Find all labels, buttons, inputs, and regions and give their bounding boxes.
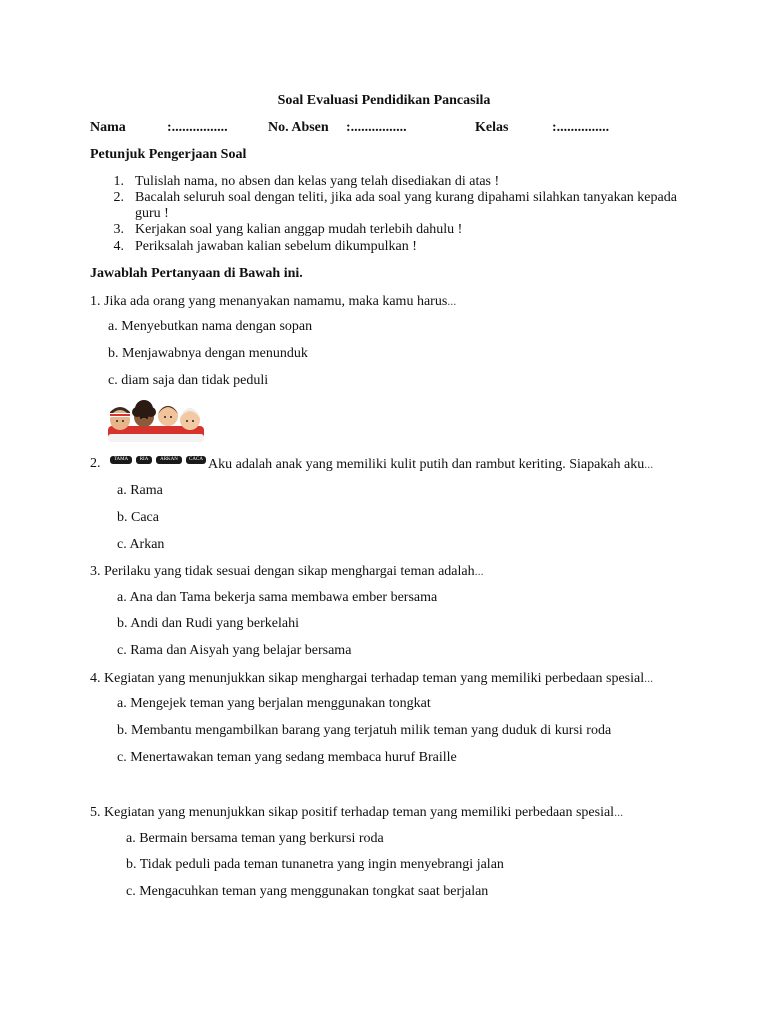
answer-option[interactable]: b. Andi dan Rudi yang berkelahi — [117, 616, 299, 631]
nama-label: Nama — [90, 120, 126, 135]
answer-option[interactable]: a. Bermain bersama teman yang berkursi roda — [126, 831, 384, 846]
question-text — [90, 804, 623, 821]
question-2-text: Aku adalah anak yang memiliki kulit putih dan rambut keriting. Siapakah aku — [208, 457, 645, 472]
kelas-label: Kelas — [475, 120, 509, 135]
question-ellipsis: ... — [644, 671, 654, 685]
question-1-text: 1. Jika ada orang yang menanyakan namamu, maka kamu harus — [90, 294, 448, 309]
answer-option[interactable]: b. Tidak peduli pada teman tunanetra yang ingin menyebrangi jalan — [126, 857, 504, 872]
question-text — [90, 563, 484, 580]
name-tag-arkan: ARKAN — [160, 457, 178, 462]
question-ellipsis: ... — [644, 457, 654, 471]
question-2-number: 2. — [90, 456, 101, 471]
question-text — [90, 670, 653, 687]
instruction-text: Kerjakan soal yang kalian anggap mudah terlebih dahulu ! — [135, 222, 463, 237]
name-tag-caca: CACA — [189, 457, 203, 462]
question-ellipsis: ... — [474, 564, 484, 578]
question-3-text: 3. Perilaku yang tidak sesuai dengan sikap menghargai teman adalah — [90, 564, 475, 579]
instruction-number: 3. — [113, 222, 124, 237]
children-illustration — [104, 400, 208, 466]
question-text — [90, 293, 456, 310]
instruction-number: 2. — [113, 190, 124, 205]
absen-label: No. Absen — [268, 120, 329, 135]
answer-option[interactable]: a. Mengejek teman yang berjalan menggunakan tongkat — [117, 696, 431, 711]
instruction-text: Periksalah jawaban kalian sebelum dikumpulkan ! — [135, 239, 417, 254]
absen-field: :................ — [346, 120, 407, 135]
answer-option[interactable]: b. Caca — [117, 510, 159, 525]
answer-option[interactable]: b. Membantu mengambilkan barang yang terjatuh milik teman yang duduk di kursi roda — [117, 723, 612, 738]
instruction-text: Tulislah nama, no absen dan kelas yang telah disediakan di atas ! — [135, 174, 500, 189]
answer-option[interactable]: a. Menyebutkan nama dengan sopan — [108, 319, 313, 334]
name-tag-ria: RIA — [139, 457, 149, 462]
answer-option[interactable]: a. Rama — [117, 483, 163, 498]
questions-heading: Jawablah Pertanyaan di Bawah ini. — [90, 266, 303, 281]
question-ellipsis: ... — [614, 805, 624, 819]
instruction-number: 1. — [113, 174, 124, 189]
instruction-number: 4. — [113, 239, 124, 254]
page-title: Soal Evaluasi Pendidikan Pancasila — [277, 93, 491, 108]
answer-option[interactable]: c. Arkan — [117, 537, 165, 552]
question-4-text: 4. Kegiatan yang menunjukkan sikap menghargai terhadap teman yang memiliki perbedaan spesial — [90, 671, 645, 686]
question-ellipsis: ... — [447, 294, 457, 308]
question-text — [208, 456, 653, 473]
answer-option[interactable]: c. Mengacuhkan teman yang menggunakan tongkat saat berjalan — [126, 884, 489, 899]
instructions-heading: Petunjuk Pengerjaan Soal — [90, 147, 247, 162]
question-5-text: 5. Kegiatan yang menunjukkan sikap positif terhadap teman yang memiliki perbedaan spesial — [90, 805, 615, 820]
answer-option[interactable]: c. Menertawakan teman yang sedang membaca huruf Braille — [117, 750, 457, 765]
answer-option[interactable]: b. Menjawabnya dengan menunduk — [108, 346, 308, 361]
answer-option[interactable]: c. diam saja dan tidak peduli — [108, 373, 269, 388]
answer-option[interactable]: c. Rama dan Aisyah yang belajar bersama — [117, 643, 352, 658]
instruction-text: Bacalah seluruh soal dengan teliti, jika ada soal yang kurang dipahami silahkan tanyakan kepada guru ! — [135, 190, 677, 221]
kelas-field: :............... — [552, 120, 610, 135]
name-tag-tama: TAMA — [113, 457, 129, 462]
nama-field: :................ — [167, 120, 228, 135]
answer-option[interactable]: a. Ana dan Tama bekerja sama membawa ember bersama — [117, 590, 438, 605]
